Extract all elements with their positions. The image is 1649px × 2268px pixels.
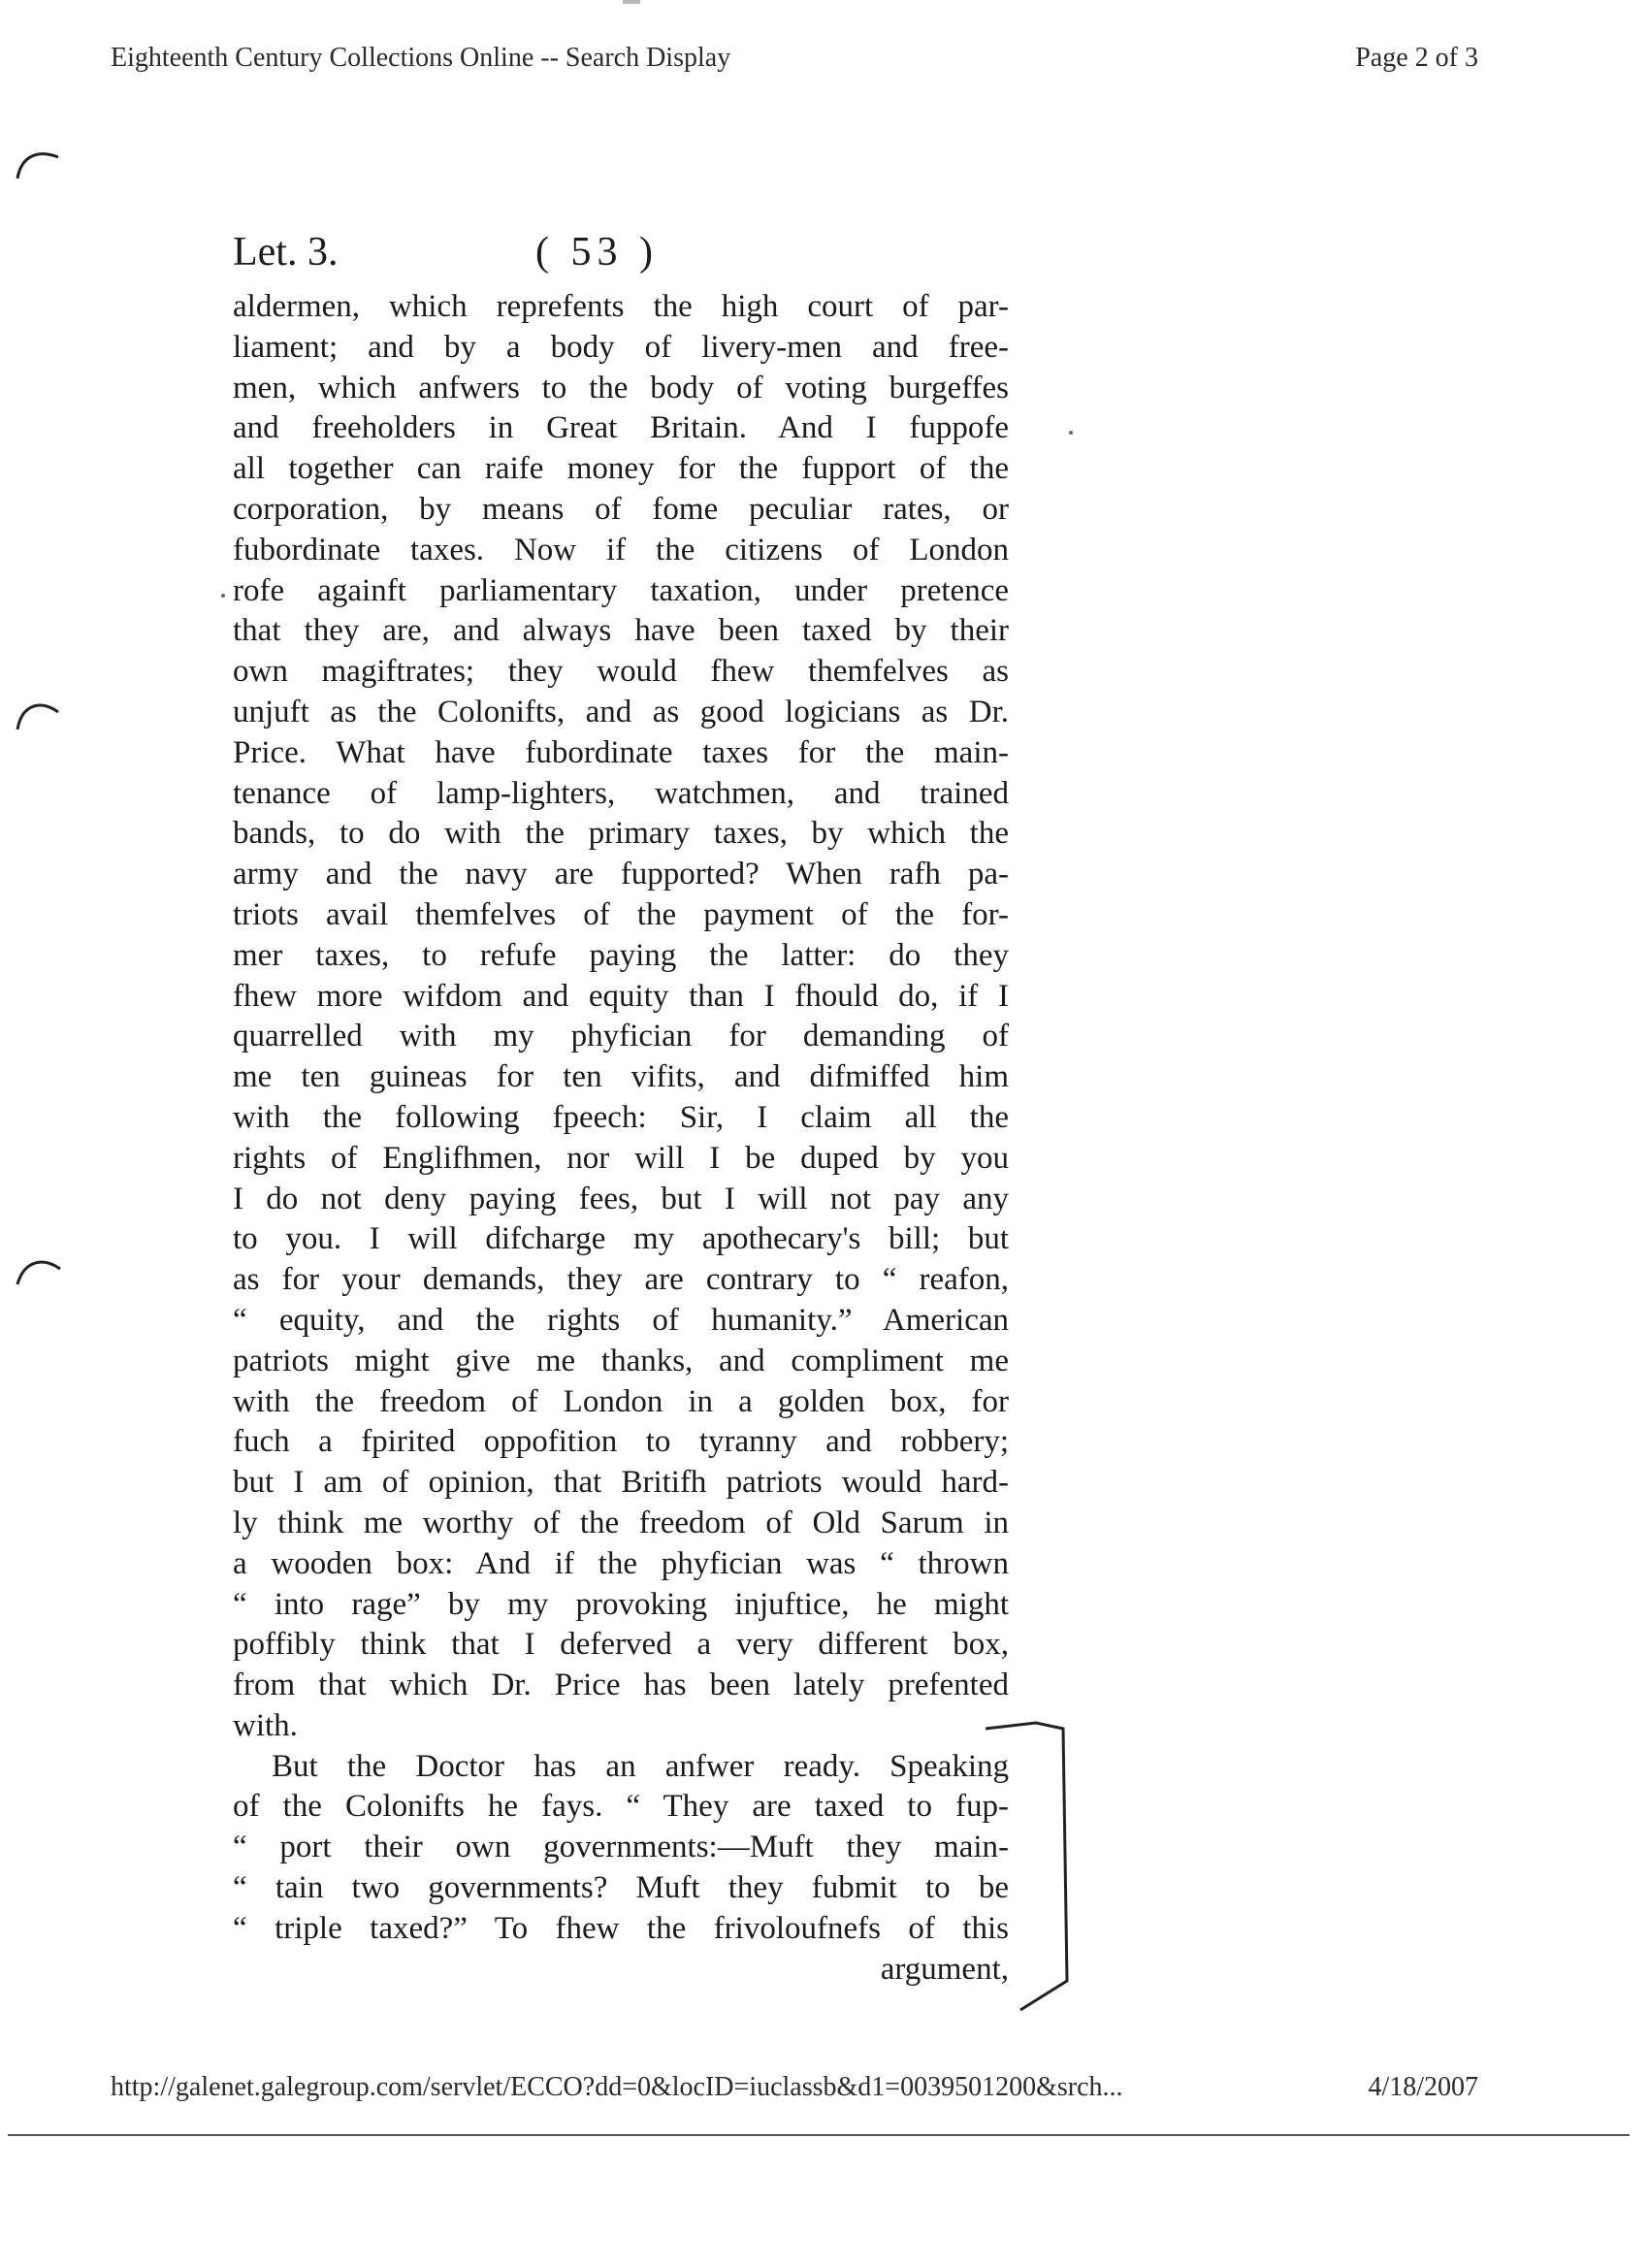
print-header-page: Page 2 of 3	[1355, 43, 1478, 73]
text-line: rofe againft parliamentary taxation, under pretence	[233, 572, 1009, 608]
book-text-block	[233, 287, 1009, 1990]
text-line: army and the navy are fupported? When rafh pa-	[233, 857, 1009, 892]
text-line: and freeholders in Great Britain. And I fuppofe	[233, 410, 1009, 446]
text-line: men, which anfwers to the body of voting burgeffes	[233, 370, 1009, 405]
footer-divider	[8, 2134, 1630, 2136]
text-line: tenance of lamp-lighters, watchmen, and trained	[233, 775, 1009, 811]
text-line: corporation, by means of fome peculiar rates, or	[233, 491, 1009, 527]
binding-hole-mark-icon	[14, 1246, 62, 1294]
text-line: a wooden box: And if the phyfician was “ thrown	[233, 1545, 1009, 1581]
text-line: to you. I will difcharge my apothecary's bill; but	[233, 1221, 1009, 1257]
text-line: fubordinate taxes. Now if the citizens of London	[233, 532, 1009, 567]
book-page-number: ( 53 )	[535, 230, 659, 275]
text-line: as for your demands, they are contrary to “ reafon,	[233, 1262, 1009, 1298]
text-line: unjuft as the Colonifts, and as good logicians as Dr.	[233, 694, 1009, 729]
book-page-head	[233, 229, 1009, 287]
print-date: 4/18/2007	[1368, 2072, 1478, 2102]
text-line: “ equity, and the rights of humanity.” American	[233, 1302, 1009, 1338]
text-line: of the Colonifts he fays. “ They are taxed to fup-	[233, 1789, 1009, 1825]
catchword: argument,	[880, 1951, 1009, 1987]
letter-number: Let. 3.	[233, 230, 339, 275]
scan-dot-mark	[1069, 431, 1073, 435]
text-line: me ten guineas for ten vifits, and difmiffed him	[233, 1059, 1009, 1095]
margin-bracket-icon	[980, 1719, 1077, 2020]
text-line: with the following fpeech: Sir, I claim all the	[233, 1099, 1009, 1135]
print-header	[111, 43, 1478, 76]
scan-dot-mark	[221, 594, 225, 598]
text-line: mer taxes, to refufe paying the latter: do they	[233, 937, 1009, 973]
binding-hole-mark-icon	[14, 142, 62, 190]
text-line: “ triple taxed?” To fhew the frivoloufnefs of this	[233, 1910, 1009, 1946]
text-line: rights of Englifhmen, nor will I be duped by you	[233, 1140, 1009, 1176]
text-line: Price. What have fubordinate taxes for the main-	[233, 734, 1009, 770]
text-line: poffibly think that I deferved a very different box,	[233, 1627, 1009, 1663]
text-line: that they are, and always have been taxed by their	[233, 613, 1009, 649]
text-line: I do not deny paying fees, but I will not pay any	[233, 1181, 1009, 1216]
source-url: http://galenet.galegroup.com/servlet/ECCO?dd=0&locID=iuclassb&d1=0039501200&srch...	[111, 2072, 1123, 2102]
text-line: from that which Dr. Price has been lately prefented	[233, 1668, 1009, 1703]
text-line: with.	[233, 1707, 298, 1743]
text-line: “ port their own governments:—Muft they main-	[233, 1830, 1009, 1865]
text-line: ly think me worthy of the freedom of Old Sarum in	[233, 1505, 1009, 1540]
text-line: with the freedom of London in a golden box, for	[233, 1383, 1009, 1419]
print-header-title: Eighteenth Century Collections Online -- Search Display	[111, 43, 731, 73]
binding-hole-mark-icon	[14, 691, 62, 739]
text-line: all together can raife money for the fupport of the	[233, 451, 1009, 487]
text-line: aldermen, which reprefents the high court of par-	[233, 289, 1009, 324]
text-line: fhew more wifdom and equity than I fhould do, if I	[233, 978, 1009, 1014]
text-line: “ into rage” by my provoking injuftice, he might	[233, 1586, 1009, 1622]
text-line: “ tain two governments? Muft they fubmit to be	[233, 1870, 1009, 1906]
text-line: but I am of opinion, that Britifh patriots would hard-	[233, 1465, 1009, 1501]
print-footer	[111, 2072, 1478, 2105]
text-line: liament; and by a body of livery-men and free-	[233, 329, 1009, 365]
text-line: fuch a fpirited oppofition to tyranny and robbery;	[233, 1424, 1009, 1460]
scan-artifact-mark	[623, 0, 640, 4]
text-line: triots avail themfelves of the payment of the for-	[233, 896, 1009, 932]
text-line: bands, to do with the primary taxes, by which the	[233, 816, 1009, 852]
text-line: quarrelled with my phyfician for demanding of	[233, 1019, 1009, 1054]
text-line: patriots might give me thanks, and compliment me	[233, 1343, 1009, 1378]
text-line: own magiftrates; they would fhew themfelves as	[233, 654, 1009, 690]
text-line: But the Doctor has an anfwer ready. Speaking	[272, 1748, 1009, 1784]
